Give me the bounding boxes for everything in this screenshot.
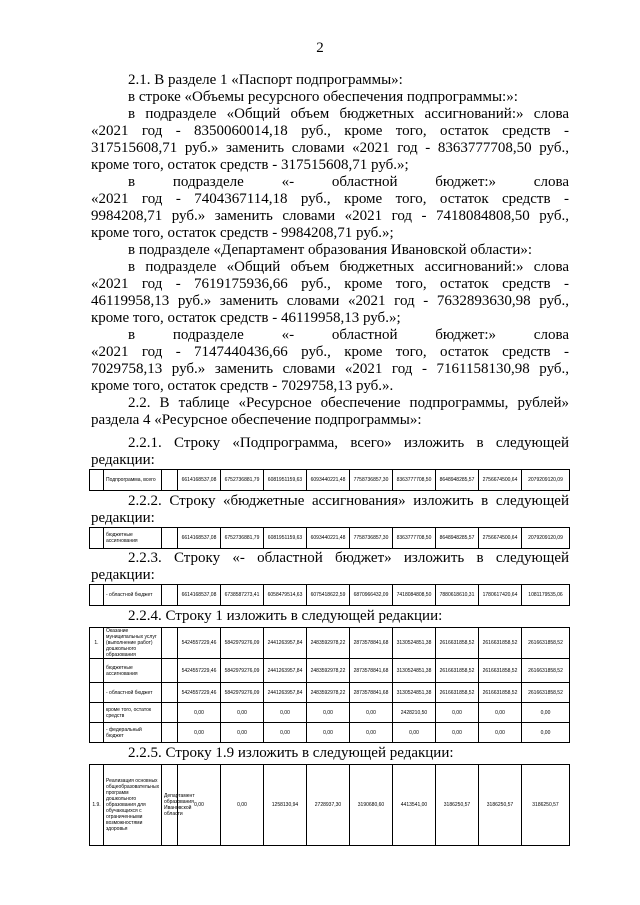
table-cell: 2079209120,09 [522,470,570,491]
table-cell [162,628,178,659]
table-cell: 0,00 [522,703,570,723]
table-cell: 2616631858,52 [522,659,570,683]
heading-line: редакции: [91,510,155,526]
table-row [90,765,570,846]
table-cell: 2873578841,68 [350,683,393,703]
text-line: 317515608,71 руб.» заменить словами «2021 год - 8363777708,50 руб., [91,140,569,156]
text-line: в подразделе «Общий объем бюджетных ассигнований:» слова [128,259,569,275]
table-cell: 5842979276,09 [221,659,264,683]
table-cell: 2616631858,52 [479,628,522,659]
table-cell: 1081179535,06 [522,585,570,606]
table-cell: - областной бюджет [104,585,162,606]
table-cell: 0,00 [307,723,350,743]
table-cell: 0,00 [436,703,479,723]
table-cell: 2616631858,52 [522,683,570,703]
heading-2-2-1 [91,435,569,469]
text-line: кроме того, остаток средств - 317515608,71 руб.»; [91,157,409,173]
table-cell: 5842979276,09 [221,683,264,703]
table-cell: 3130524851,38 [393,628,436,659]
text-line: в подразделе «Общий объем бюджетных ассигнований:» слова [128,106,569,122]
table-cell: 6752736881,79 [221,528,264,549]
table-cell: 2428210,50 [393,703,436,723]
table-row [90,659,570,683]
text-line: 2.1. В разделе 1 «Паспорт подпрограммы»: [128,72,403,88]
table-cell: 0,00 [479,703,522,723]
table-cell: 0,00 [221,723,264,743]
text-line: в подразделе «- областной бюджет:» слова [128,174,569,190]
table-cell: 1. [90,628,104,659]
table-cell: 2441263957,84 [264,628,307,659]
table-cell: 5424557229,46 [178,628,221,659]
heading-line: 2.2.5. Строку 1.9 изложить в следующей редакции: [128,745,454,761]
heading-line: 2.2.2. Строку «бюджетные ассигнования» изложить в следующей [128,493,569,509]
table-cell: 2616631858,52 [436,683,479,703]
table-cell: 8648948285,57 [436,528,479,549]
table-cell: 7880618610,31 [436,585,479,606]
table-regional-budget [89,584,570,606]
table-cell: 2483592978,22 [307,628,350,659]
text-line: кроме того, остаток средств - 9984208,71 руб.»; [91,225,394,241]
table-cell [90,659,104,683]
table-cell: 6752736881,79 [221,470,264,491]
table-cell: 2079209120,09 [522,528,570,549]
heading-line: 2.2.1. Строку «Подпрограмма, всего» изложить в следующей [128,435,569,451]
table-cell: 6738587273,41 [221,585,264,606]
table-cell: 7418084808,50 [393,585,436,606]
table-cell: 0,00 [307,703,350,723]
table-cell: 5424557229,46 [178,683,221,703]
text-line: 9984208,71 руб.» заменить словами «2021 год - 7418084808,50 руб., [91,208,569,224]
body-text [91,72,569,429]
table-row [90,683,570,703]
table-cell: 3190680,60 [350,765,393,846]
table-cell: кроме того, остаток средств [104,703,162,723]
table-row [90,723,570,743]
heading-line: 2.2.3. Строку «- областной бюджет» изложить в следующей [128,550,569,566]
table-cell: Реализация основных общеобразовательных программ дошкольного образования для обучающихся с ограниченными возможностями здоровья [104,765,162,846]
table-cell: 6075418622,59 [307,585,350,606]
table-cell: 2616631858,52 [436,659,479,683]
table-cell: 0,00 [264,703,307,723]
table-cell: 6081951159,63 [264,470,307,491]
heading-2-2-3 [91,550,569,584]
text-line: 7029758,13 руб.» заменить словами «2021 год - 7161158130,98 руб., [91,361,569,377]
heading-2-2-2 [91,493,569,527]
table-cell: 2616631858,52 [522,628,570,659]
text-line: «2021 год - 7619175936,66 руб., кроме того, остаток средств - [91,276,569,292]
text-line: «2021 год - 8350060014,18 руб., кроме того, остаток средств - [91,123,569,139]
table-cell: 0,00 [350,723,393,743]
table-cell: 1780617420,64 [479,585,522,606]
page-number: 2 [316,40,324,56]
table-cell: 2441263957,84 [264,659,307,683]
table-cell: 3186250,57 [522,765,570,846]
table-cell: 5842979276,09 [221,628,264,659]
table-cell [90,585,104,606]
table-cell: 5424557229,46 [178,659,221,683]
table-cell: 0,00 [264,723,307,743]
heading-2-2-4 [91,608,569,625]
table-cell: 0,00 [178,723,221,743]
table-cell: 2873578841,68 [350,659,393,683]
table-cell: 2616631858,52 [479,683,522,703]
heading-line: 2.2.4. Строку 1 изложить в следующей редакции: [128,608,443,624]
table-cell: 2483592978,22 [307,683,350,703]
table-subprogram-total [89,469,570,491]
table-cell: бюджетные ассигнования [104,528,162,549]
text-line: 2.2. В таблице «Ресурсное обеспечение подпрограммы, рублей» [128,395,569,411]
table-cell [162,723,178,743]
table-cell: 0,00 [221,703,264,723]
table-cell: 2616631858,52 [436,628,479,659]
text-line: кроме того, остаток средств - 46119958,13 руб.»; [91,310,401,326]
table-cell [90,470,104,491]
table-cell: 2483592978,22 [307,659,350,683]
table-cell: 0,00 [178,703,221,723]
text-line: в строке «Объемы ресурсного обеспечения подпрограммы:»: [128,89,518,105]
table-cell: 0,00 [393,723,436,743]
table-cell: 6870966432,09 [350,585,393,606]
table-cell: бюджетные ассигнования [104,659,162,683]
table-cell: 2756674500,64 [479,528,522,549]
table-cell [162,470,178,491]
table-cell: 3130524851,38 [393,683,436,703]
table-cell: 0,00 [178,765,221,846]
table-cell: 0,00 [522,723,570,743]
table-cell: 0,00 [350,703,393,723]
table-cell [90,703,104,723]
table-cell [162,528,178,549]
table-cell: 3186250,57 [436,765,479,846]
table-cell: 6614168537,08 [178,585,221,606]
table-cell: - областной бюджет [104,683,162,703]
table-cell [162,703,178,723]
table-cell [162,683,178,703]
table-cell: 6058479514,63 [264,585,307,606]
table-cell: 6081951159,63 [264,528,307,549]
table-cell [90,528,104,549]
table-cell: 2873578841,68 [350,628,393,659]
table-cell: 6614168537,08 [178,528,221,549]
text-line: раздела 4 «Ресурсное обеспечение подпрограммы»: [91,412,422,428]
table-cell: 7758736857,30 [350,470,393,491]
table-cell: 1.9. [90,765,104,846]
text-line: кроме того, остаток средств - 7029758,13 руб.». [91,378,394,394]
table-cell [90,683,104,703]
table-row-1 [89,627,570,743]
table-cell [90,723,104,743]
table-cell: 1258130,94 [264,765,307,846]
table-cell: 6093440221,48 [307,528,350,549]
table-row [90,703,570,723]
table-cell: 2441263957,84 [264,683,307,703]
table-cell: Департамент образования Ивановской области [162,765,178,846]
heading-2-2-5 [91,745,569,762]
text-line: в подразделе «- областной бюджет:» слова [128,327,569,343]
table-budget-allocations [89,527,570,549]
table-row [90,528,570,549]
table-cell: 8648948285,57 [436,470,479,491]
table-row [90,585,570,606]
table-cell: Оказание муниципальных услуг (выполнение работ) дошкольного образования [104,628,162,659]
heading-line: редакции: [91,567,155,583]
table-cell: 2756674500,64 [479,470,522,491]
table-cell: 6093440221,48 [307,470,350,491]
table-cell: - федеральный бюджет [104,723,162,743]
text-line: в подразделе «Департамент образования Ивановской области»: [128,242,533,258]
table-cell: 3130524851,38 [393,659,436,683]
table-cell: 0,00 [221,765,264,846]
table-cell [162,585,178,606]
table-row [90,470,570,491]
text-line: «2021 год - 7404367114,18 руб., кроме того, остаток средств - [91,191,569,207]
table-cell: 2728937,30 [307,765,350,846]
table-cell: 8363777708,50 [393,470,436,491]
table-row [90,628,570,659]
table-cell: Подпрограмма, всего [104,470,162,491]
table-cell: 2616631858,52 [479,659,522,683]
heading-line: редакции: [91,452,155,468]
text-line: «2021 год - 7147440436,66 руб., кроме того, остаток средств - [91,344,569,360]
text-line: 46119958,13 руб.» заменить словами «2021 год - 7632893630,98 руб., [91,293,569,309]
table-cell: 4413541,00 [393,765,436,846]
table-cell: 0,00 [479,723,522,743]
table-cell: 6614168537,08 [178,470,221,491]
table-cell: 8363777708,50 [393,528,436,549]
table-row-1-9 [89,764,570,846]
table-cell: 3186250,57 [479,765,522,846]
table-cell: 7758736857,30 [350,528,393,549]
table-cell [162,659,178,683]
table-cell: 0,00 [436,723,479,743]
